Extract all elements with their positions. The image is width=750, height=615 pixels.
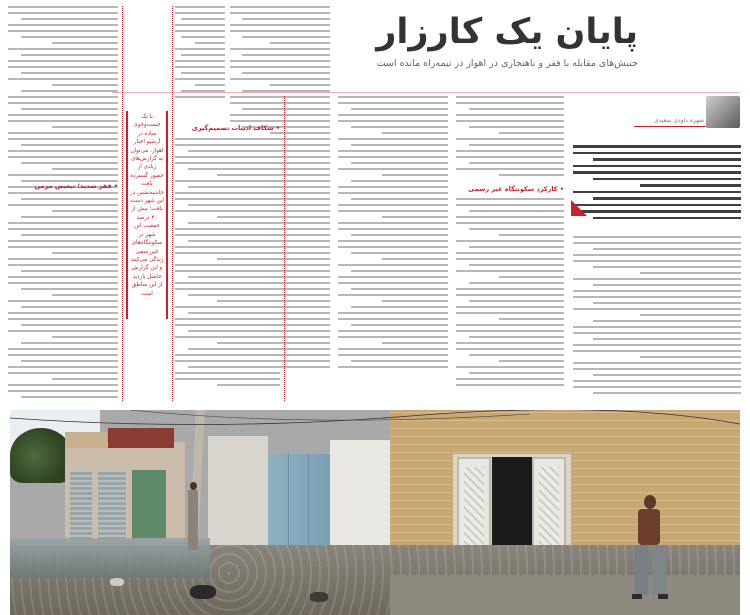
column-5 — [175, 138, 280, 390]
photo-shutter — [70, 470, 92, 540]
photo-person-background — [188, 482, 198, 550]
photo-debris — [310, 592, 328, 602]
lead-text-lines — [573, 145, 741, 223]
lead-corner-accent — [571, 200, 587, 216]
photo-sidewalk — [390, 575, 740, 615]
section-head-3: • فقر شدید؛ تبعیض مزمن — [34, 182, 118, 190]
headline: پایان یک کارزار — [376, 12, 638, 52]
column-2 — [456, 96, 564, 180]
column-rule — [284, 96, 285, 401]
photo-wires — [10, 410, 740, 440]
column-3 — [338, 96, 448, 372]
photo-person-walking — [630, 495, 670, 605]
column-rule — [122, 6, 123, 401]
section-head-2: • شکاف ادبیات تصمیم‌گیری — [191, 124, 280, 132]
subtitle: جنبش‌های مقابله با فقر و ناهنجاری در اهواز در نیمه‌راه مانده است — [376, 58, 638, 69]
section-head-1: • کارکرد سکونتگاه غیر رسمی — [468, 185, 564, 193]
column-5-top — [175, 6, 225, 102]
photo-shutter — [132, 470, 166, 540]
photo-puddle — [10, 538, 210, 578]
article-photo — [10, 410, 740, 615]
column-right-bottom — [573, 236, 741, 398]
column-2-lower — [456, 198, 564, 390]
pull-quote: با یک جست‌وجوی ساده در آرشیو اخبار اهواز، می‌توان به گزارش‌های زیادی از حضور گسترده بافت حاشیه‌نشین در این شهر دست یافت؛ بیش از ۴۰ درصد جمعیت این شهر در سکونتگاه‌های غیررسمی زندگی می‌کنند و این گزارش حاصل بازدید از این مناطق است — [126, 111, 168, 319]
column-left — [8, 6, 118, 402]
author-name: شهره داودی‌ سعیدی — [653, 117, 704, 124]
photo-debris — [110, 578, 124, 586]
lead-paragraph — [573, 145, 741, 215]
author-photo — [706, 96, 740, 128]
byline-rule — [634, 126, 706, 127]
photo-debris — [190, 585, 216, 599]
photo-shutter — [98, 470, 126, 540]
column-rule — [172, 6, 173, 401]
